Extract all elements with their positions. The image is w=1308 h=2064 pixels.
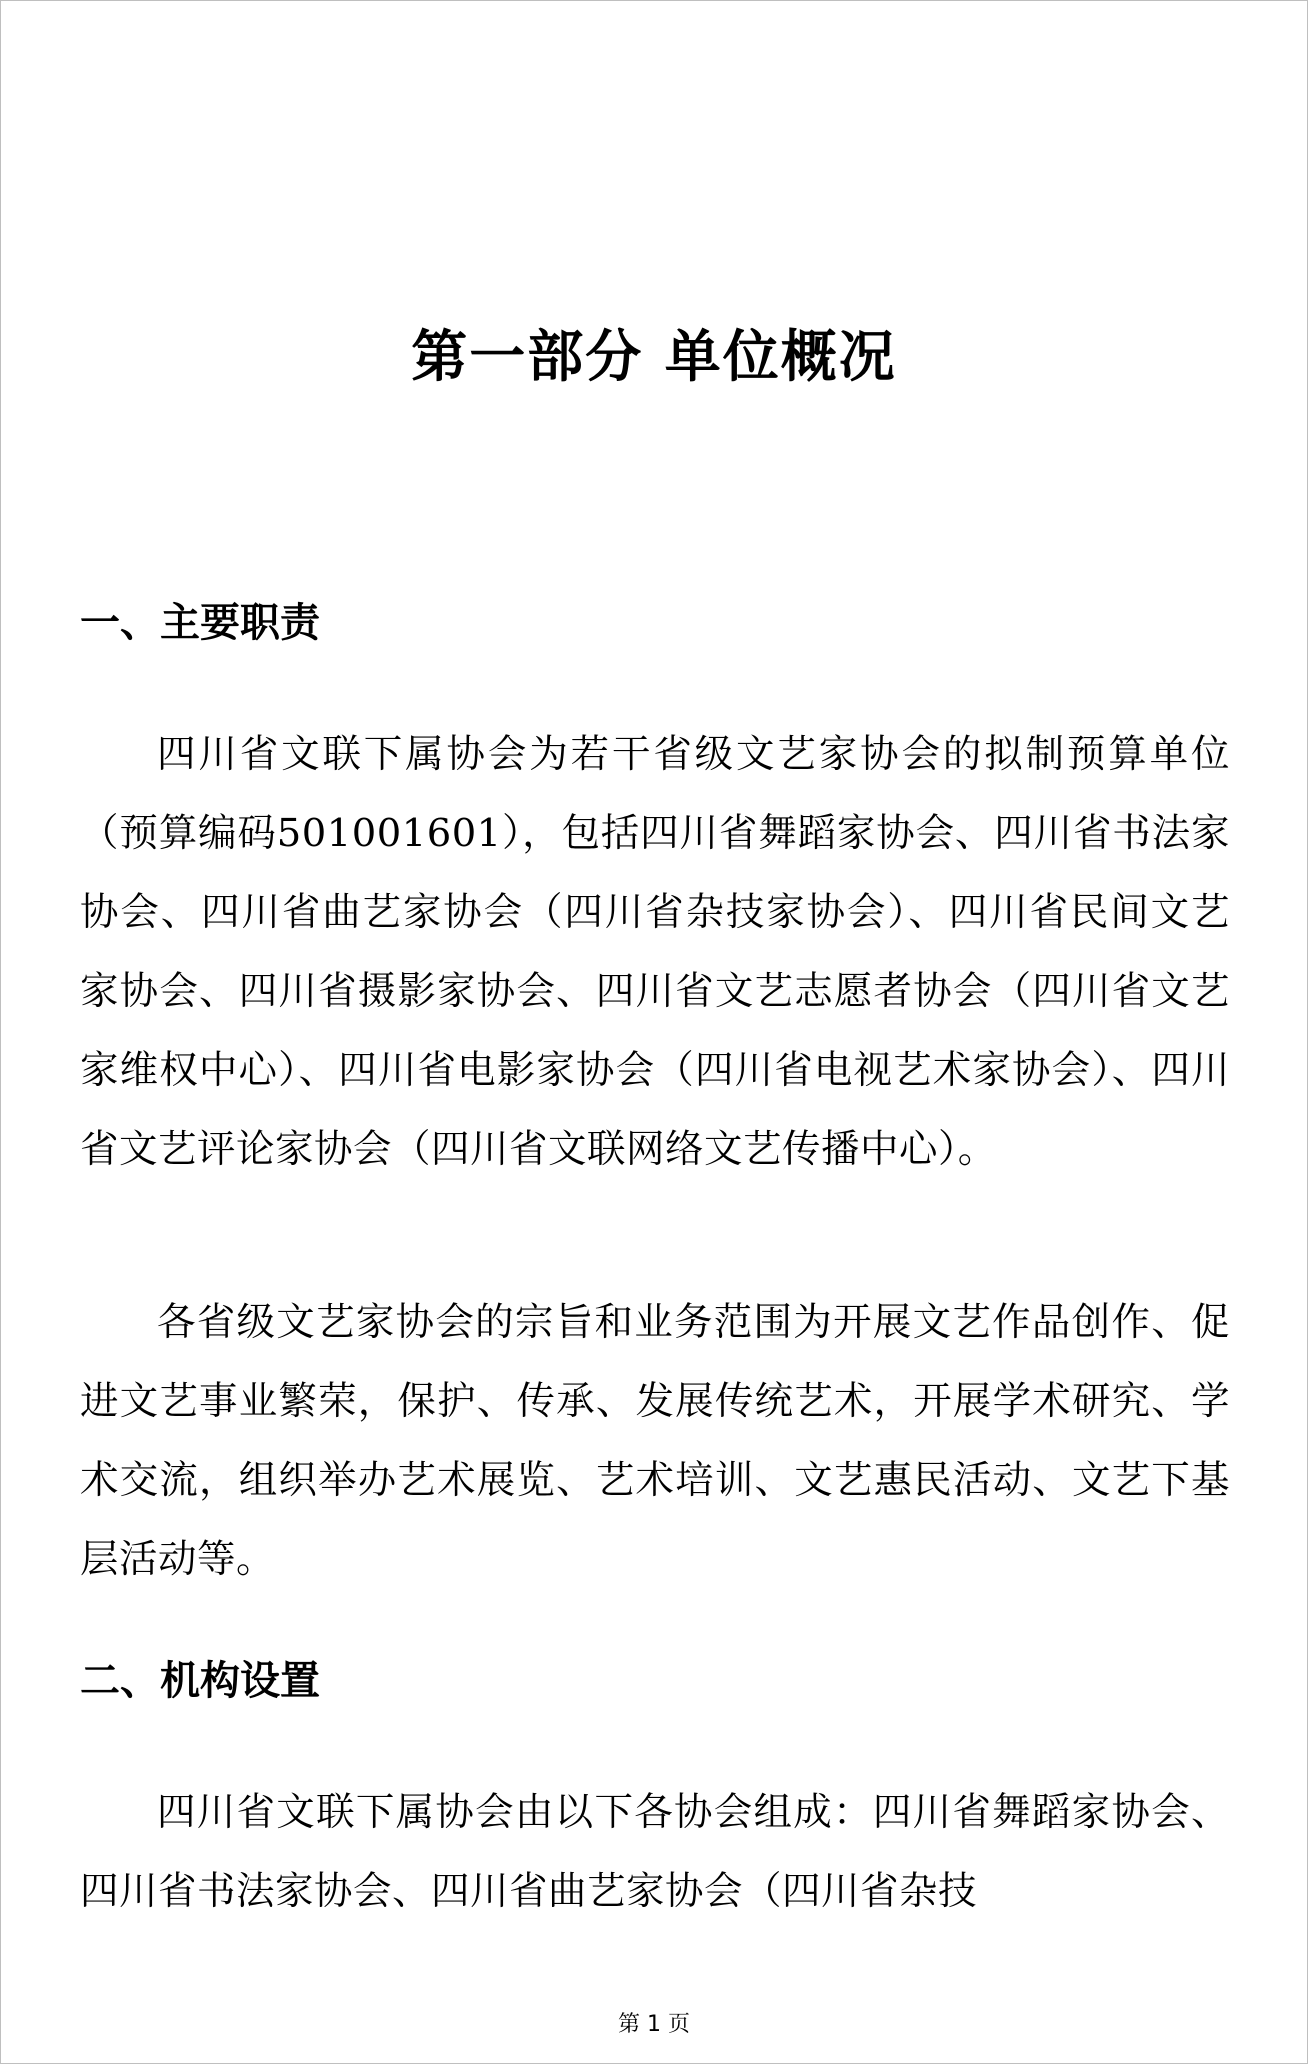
paragraph-organization: 四川省文联下属协会由以下各协会组成：四川省舞蹈家协会、四川省书法家协会、四川省曲艺家协会（四川省杂技 [80,1790,1230,1914]
paragraph-duties-scope: 各省级文艺家协会的宗旨和业务范围为开展文艺作品创作、促进文艺事业繁荣，保护、传承、发展传统艺术，开展学术研究、学术交流，组织举办艺术展览、艺术培训、文艺惠民活动、文艺下基层活动等。 [80,1300,1230,1582]
section-heading-organization: 二、机构设置 [80,1658,320,1704]
section-heading-duties: 一、主要职责 [80,600,320,646]
page-number: 第 1 页 [618,2012,690,2037]
paragraph-duties-units: 四川省文联下属协会为若干省级文艺家协会的拟制预算单位（预算编码501001601），包括四川省舞蹈家协会、四川省书法家协会、四川省曲艺家协会（四川省杂技家协会）、四川省民间文艺家协会、四川省摄影家协会、四川省文艺志愿者协会（四川省文艺家维权中心）、四川省电影家协会（四川省电视艺术家协会）、四川省文艺评论家协会（四川省文联网络文艺传播中心）。 [80,732,1230,1172]
document-title: 第一部分 单位概况 [411,325,897,390]
